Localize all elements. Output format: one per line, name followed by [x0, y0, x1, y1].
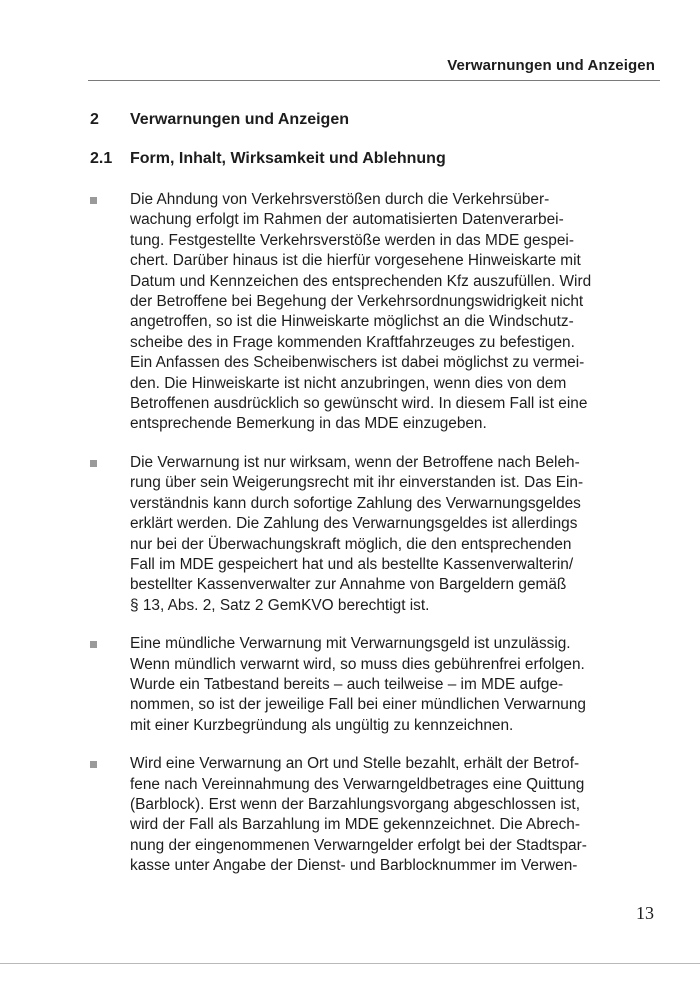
bullet-list	[90, 190, 660, 895]
list-item	[90, 634, 660, 736]
bullet-marker	[90, 641, 97, 648]
paragraph-line: den. Die Hinweiskarte ist nicht anzubringen, wenn dies von dem	[130, 374, 567, 392]
paragraph-line: Wenn mündlich verwarnt wird, so muss dies gebührenfrei erfolgen.	[130, 655, 585, 673]
paragraph-line: erklärt werden. Die Zahlung des Verwarnungsgeldes ist allerdings	[130, 515, 578, 533]
paragraph-line: Die Ahndung von Verkehrsverstößen durch die Verkehrsüber-	[130, 191, 550, 208]
paragraph-line: entsprechende Bemerkung in das MDE einzugeben.	[130, 415, 487, 433]
paragraph-line: Wurde ein Tatbestand bereits – auch teilweise – im MDE aufge-	[130, 675, 564, 693]
paragraph-line: kasse unter Angabe der Dienst- und Barblocknummer im Verwen-	[130, 857, 578, 875]
subsection-title: Form, Inhalt, Wirksamkeit und Ablehnung	[130, 150, 446, 167]
paragraph-line: scheibe des in Frage kommenden Kraftfahrzeuges zu befestigen.	[130, 333, 575, 351]
paragraph-line: nung der eingenommenen Verwarngelder erfolgt bei der Stadtspar-	[130, 836, 587, 854]
section-number: 2	[90, 111, 99, 128]
subsection-number: 2.1	[90, 150, 113, 167]
paragraph-line: rung über sein Weigerungsrecht mit ihr einverstanden ist. Das Ein-	[130, 474, 584, 492]
list-item	[90, 754, 660, 876]
paragraph-line: nommen, so ist der jeweilige Fall bei einer mündlichen Verwarnung	[130, 696, 586, 714]
bullet-marker	[90, 761, 97, 768]
paragraph-line: Wird eine Verwarnung an Ort und Stelle bezahlt, erhält der Betrof-	[130, 755, 580, 773]
paragraph-line: Die Verwarnung ist nur wirksam, wenn der Betroffene nach Beleh-	[130, 453, 580, 471]
paragraph-line: tung. Festgestellte Verkehrsverstöße werden in das MDE gespei-	[130, 231, 574, 249]
bullet-marker	[90, 460, 97, 467]
bullet-marker	[90, 197, 97, 204]
paragraph-line: Ein Anfassen des Scheibenwischers ist dabei möglichst zu vermei-	[130, 354, 585, 372]
section-title: Verwarnungen und Anzeigen	[130, 111, 349, 128]
paragraph-line: verständnis kann durch sofortige Zahlung des Verwarnungsgeldes	[130, 494, 581, 512]
paragraph-line: bestellter Kassenverwalter zur Annahme von Bargeldern gemäß	[130, 576, 567, 594]
section-heading	[90, 111, 349, 129]
paragraph-line: Datum und Kennzeichen des entsprechenden Kfz auszufüllen. Wird	[130, 272, 592, 290]
paragraph-line: chert. Darüber hinaus ist die hierfür vorgesehene Hinweiskarte mit	[130, 252, 581, 270]
paragraph-line: (Barblock). Erst wenn der Barzahlungsvorgang abgeschlossen ist,	[130, 795, 580, 813]
header-rule	[88, 80, 660, 81]
running-header: Verwarnungen und Anzeigen	[447, 57, 655, 74]
paragraph-line: wird der Fall als Barzahlung im MDE gekennzeichnet. Die Abrech-	[130, 816, 580, 834]
paragraph-line: Betroffenen ausdrücklich so gewünscht wird. In diesem Fall ist eine	[130, 395, 588, 413]
paragraph-line: nur bei der Überwachungskraft möglich, die den entsprechenden	[130, 535, 572, 553]
footer-rule	[0, 963, 700, 964]
paragraph-line: der Betroffene bei Begehung der Verkehrsordnungswidrigkeit nicht	[130, 293, 584, 311]
subsection-heading	[90, 150, 446, 168]
paragraph-line: Fall im MDE gespeichert hat und als bestellte Kassenverwalterin/	[130, 555, 574, 573]
list-item	[90, 190, 660, 435]
paragraph-line: § 13, Abs. 2, Satz 2 GemKVO berechtigt ist.	[130, 596, 430, 614]
list-item	[90, 453, 660, 616]
paragraph-line: fene nach Vereinnahmung des Verwarngeldbetrages eine Quittung	[130, 775, 585, 793]
page-number: 13	[636, 903, 654, 923]
paragraph-line: mit einer Kurzbegründung als ungültig zu kennzeichnen.	[130, 716, 514, 734]
paragraph-line: wachung erfolgt im Rahmen der automatisierten Datenverarbei-	[130, 211, 564, 229]
paragraph-line: Eine mündliche Verwarnung mit Verwarnungsgeld ist unzulässig.	[130, 635, 571, 653]
paragraph-line: angetroffen, so ist die Hinweiskarte möglichst an die Windschutz-	[130, 313, 574, 331]
